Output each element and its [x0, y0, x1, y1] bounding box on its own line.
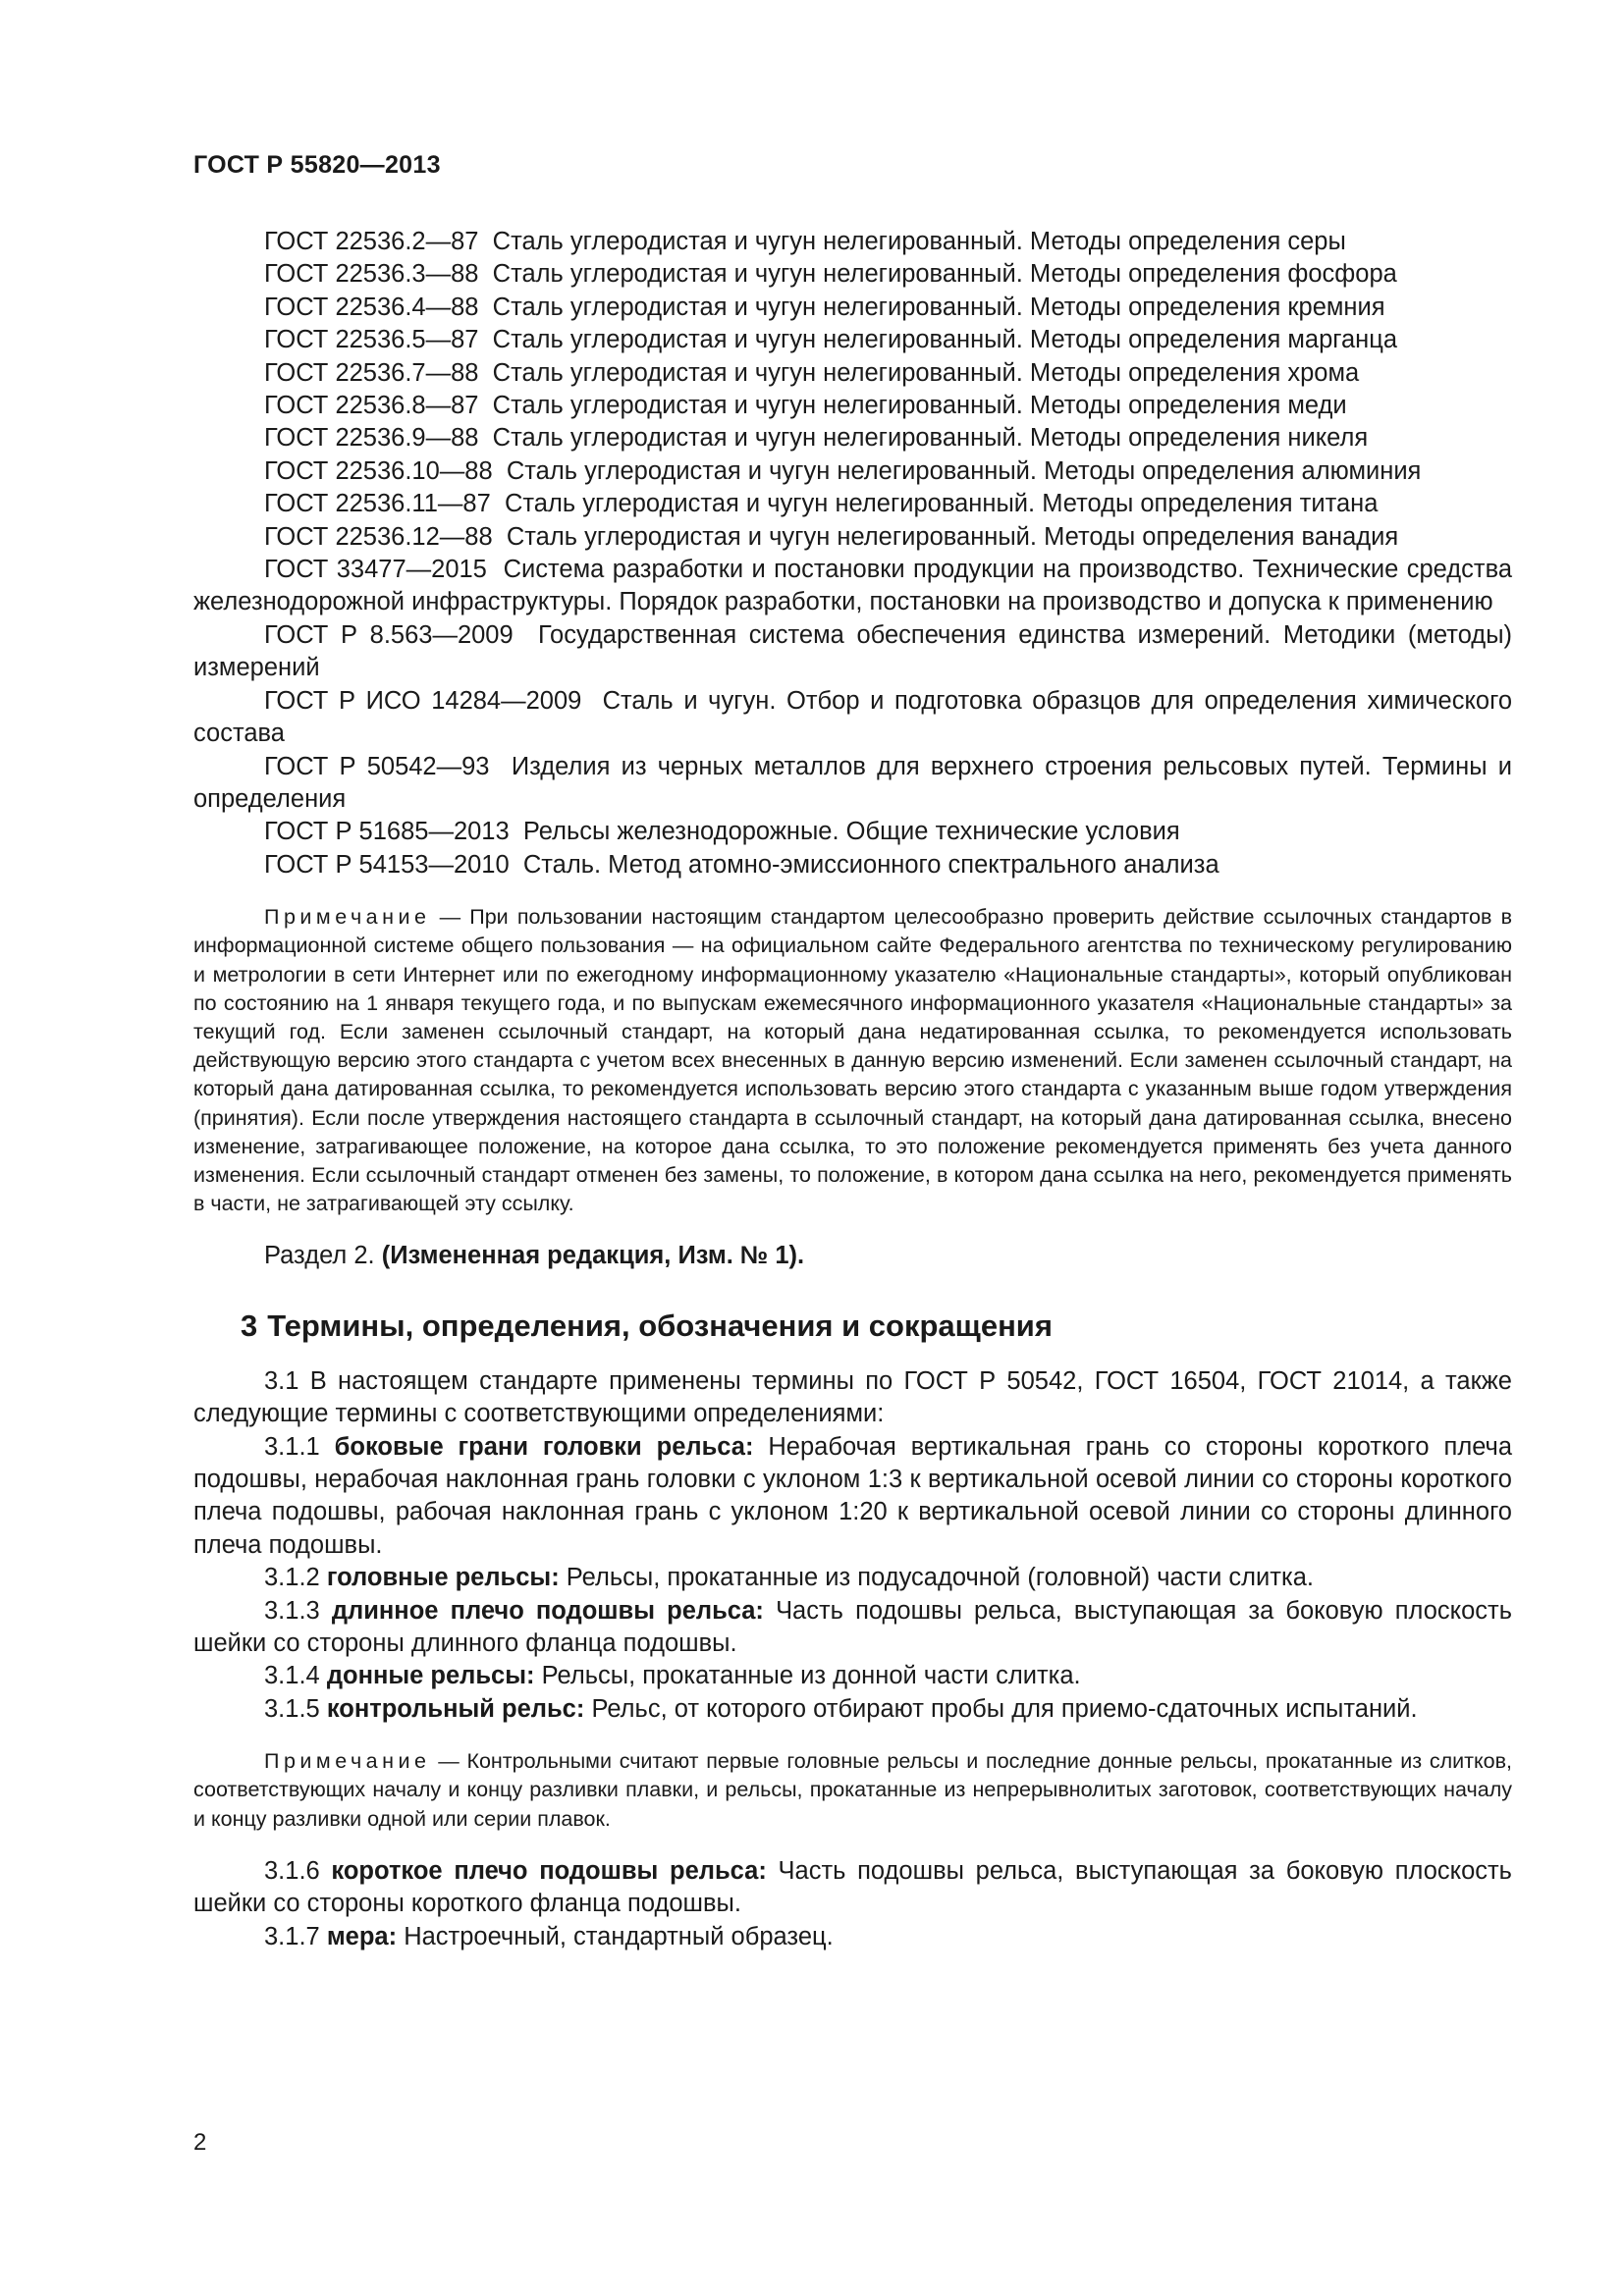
reference-item: ГОСТ Р 50542—93 Изделия из черных металлов для верхнего строения рельсовых путей. Термины и определения: [193, 752, 1512, 813]
references-list: [193, 226, 1512, 881]
note-label: Примечание: [264, 1749, 431, 1774]
document-header: ГОСТ Р 55820—2013: [193, 151, 441, 179]
reference-item: ГОСТ 22536.9—88 Сталь углеродистая и чугун нелегированный. Методы определения никеля: [264, 424, 1369, 453]
term-item: 3.1.1 боковые грани головки рельса: Нерабочая вертикальная грань со стороны короткого плеча подошвы, нерабочая наклонная грань головки с уклоном 1:3 к вертикальной осевой линии со стороны короткого плеча подошвы, рабочая наклонная грань с уклоном 1:20 к вертикальной осевой линии со стороны длинного плеча подошвы.: [193, 1432, 1513, 1559]
reference-item: ГОСТ 22536.7—88 Сталь углеродистая и чугун нелегированный. Методы определения хрома: [264, 358, 1360, 387]
reference-item: ГОСТ 22536.5—87 Сталь углеродистая и чугун нелегированный. Методы определения марганца: [264, 326, 1398, 354]
term-item: 3.1.5 контрольный рельс: Рельс, от которого отбирают пробы для приемо-сдаточных испытаний.: [264, 1694, 1418, 1723]
note-referenced-standards: [193, 903, 1512, 1218]
term-item: 3.1.3 длинное плечо подошвы рельса: Часть подошвы рельса, выступающая за боковую плоскость шейки со стороны длинного фланца подошвы.: [193, 1596, 1512, 1658]
reference-item: ГОСТ Р 54153—2010 Сталь. Метод атомно-эмиссионного спектрального анализа: [264, 850, 1219, 879]
reference-item: ГОСТ 33477—2015 Система разработки и постановки продукции на производство. Технические средства железнодорожной инфраструктуры. Порядок разработки, постановки на производство и допуска к применению: [193, 556, 1513, 616]
term-item: 3.1.7 мера: Настроечный, стандартный образец.: [264, 1922, 834, 1950]
section-heading: 3 Термины, определения, обозначения и сокращения: [241, 1308, 1053, 1343]
term-item: 3.1.4 донные рельсы: Рельсы, прокатанные из донной части слитка.: [264, 1662, 1081, 1690]
note-label: Примечание: [264, 905, 431, 930]
reference-item: ГОСТ 22536.10—88 Сталь углеродистая и чугун нелегированный. Методы определения алюминия: [264, 456, 1422, 485]
reference-item: ГОСТ 22536.4—88 Сталь углеродистая и чугун нелегированный. Методы определения кремния: [264, 293, 1385, 321]
reference-item: ГОСТ 22536.8—87 Сталь углеродистая и чугун нелегированный. Методы определения меди: [264, 392, 1347, 420]
reference-item: ГОСТ 22536.3—88 Сталь углеродистая и чугун нелегированный. Методы определения фосфора: [264, 260, 1397, 289]
reference-item: ГОСТ Р 8.563—2009 Государственная система обеспечения единства измерений. Методики (методы) измерений: [193, 620, 1513, 682]
reference-item: ГОСТ 22536.12—88 Сталь углеродистая и чугун нелегированный. Методы определения ванадия: [264, 522, 1399, 551]
reference-item: ГОСТ Р 51685—2013 Рельсы железнодорожные. Общие технические условия: [264, 818, 1180, 846]
amendment-line: Раздел 2. (Измененная редакция, Изм. № 1).: [264, 1242, 805, 1270]
note-text: — При пользовании настоящим стандартом целесообразно проверить действие ссылочных стандартов в информационной системе общего пользования — на официальном сайте Федерального агентства по техническому регулированию и метрологии в сети Интернет или по ежегодному информационному указателю «Национальные стандарты», который опубликован по состоянию на 1 января текущего года, и по выпускам ежемесячного информационного указателя «Национальные стандарты» за текущий год. Если заменен ссылочный стандарт, на который дана недатированная ссылка, то рекомендуется использовать действующую версию этого стандарта с учетом всех внесенных в данную версию изменений. Если заменен ссылочный стандарт, на который дана датированная ссылка, то рекомендуется использовать версию этого стандарта с указанным выше годом утверждения (принятия). Если после утверждения настоящего стандарта в ссылочный стандарт, на который дана датированная ссылка, внесено изменение, затрагивающее положение, на которое дана ссылка, то это положение рекомендуется применять без учета данного изменения. Если ссылочный стандарт отменен без замены, то положение, в котором дана ссылка на него, рекомендуется применять в части, не затрагивающей эту ссылку.: [193, 905, 1512, 1216]
term-item: 3.1.6 короткое плечо подошвы рельса: Часть подошвы рельса, выступающая за боковую плоскость шейки со стороны короткого фланца подошвы.: [193, 1856, 1512, 1918]
note-text: — Контрольными считают первые головные рельсы и последние донные рельсы, прокатанные из слитков, соответствующих началу и концу разливки плавки, и рельсы, прокатанные из непрерывнолитых заготовок, соответствующих началу и концу разливки одной или серии плавок.: [193, 1749, 1512, 1831]
terms-list: [193, 1431, 1512, 1727]
terms-list-continued: [193, 1855, 1512, 1953]
reference-item: ГОСТ Р ИСО 14284—2009 Сталь и чугун. Отбор и подготовка образцов для определения химического состава: [193, 686, 1512, 748]
term-item: 3.1.2 головные рельсы: Рельсы, прокатанные из подусадочной (головной) части слитка.: [264, 1564, 1314, 1592]
note-control-rail: [193, 1747, 1512, 1834]
reference-item: ГОСТ 22536.11—87 Сталь углеродистая и чугун нелегированный. Методы определения титана: [264, 490, 1379, 518]
section-intro: 3.1 В настоящем стандарте применены термины по ГОСТ Р 50542, ГОСТ 16504, ГОСТ 21014, а также следующие термины с соответствующими определениями:: [193, 1366, 1512, 1428]
page-number: 2: [193, 2129, 207, 2156]
reference-item: ГОСТ 22536.2—87 Сталь углеродистая и чугун нелегированный. Методы определения серы: [264, 228, 1346, 255]
page-content: [193, 226, 1512, 1953]
